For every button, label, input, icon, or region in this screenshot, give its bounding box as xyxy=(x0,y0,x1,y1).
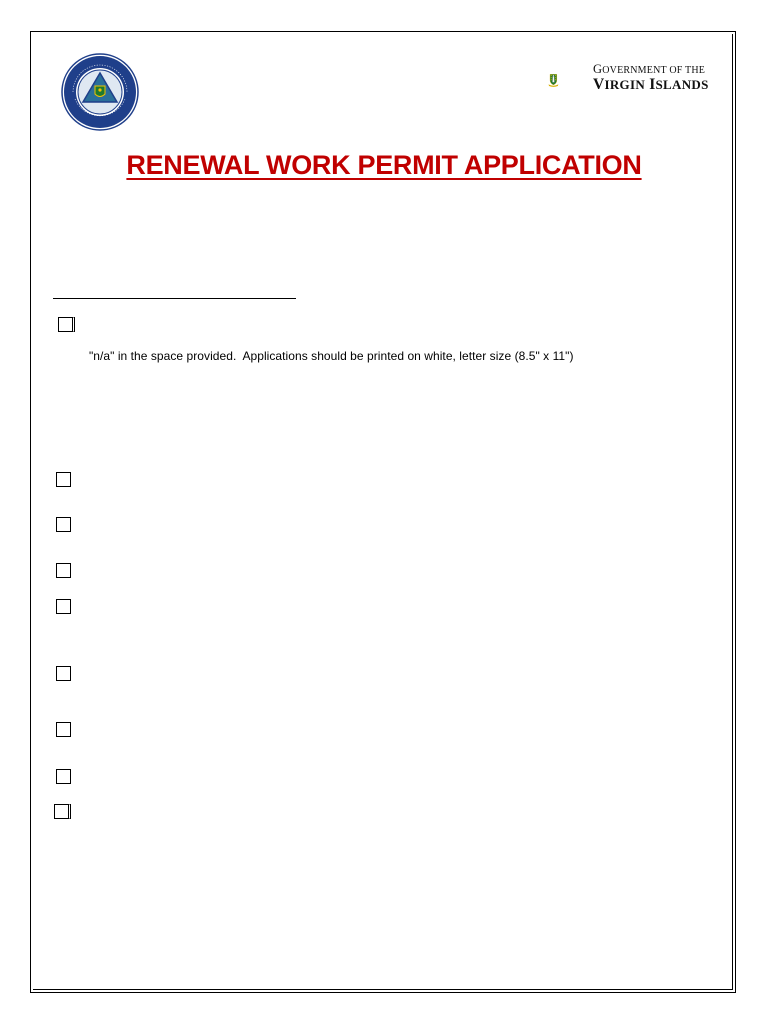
government-logo-text xyxy=(593,63,709,93)
checklist-checkbox-5[interactable] xyxy=(56,599,71,614)
instruction-text: "n/a" in the space provided. Applications should be printed on white, letter size (8.5" x 11") xyxy=(89,349,574,363)
checklist-checkbox-9[interactable] xyxy=(54,804,71,819)
signature-line xyxy=(53,298,296,299)
checklist-checkbox-4[interactable] xyxy=(56,563,71,578)
checklist-checkbox-7[interactable] xyxy=(56,722,71,737)
department-seal-icon xyxy=(61,53,139,131)
coat-of-arms-icon xyxy=(548,55,592,105)
checklist-checkbox-8[interactable] xyxy=(56,769,71,784)
checklist-checkbox-3[interactable] xyxy=(56,517,71,532)
government-line-2: VIRGIN ISLANDS xyxy=(593,76,709,93)
page-title: RENEWAL WORK PERMIT APPLICATION xyxy=(126,150,642,180)
checklist-checkbox-1[interactable] xyxy=(58,317,75,332)
checklist-checkbox-2[interactable] xyxy=(56,472,71,487)
government-line-1: GOVERNMENT OF THE xyxy=(593,62,706,76)
checklist-checkbox-6[interactable] xyxy=(56,666,71,681)
